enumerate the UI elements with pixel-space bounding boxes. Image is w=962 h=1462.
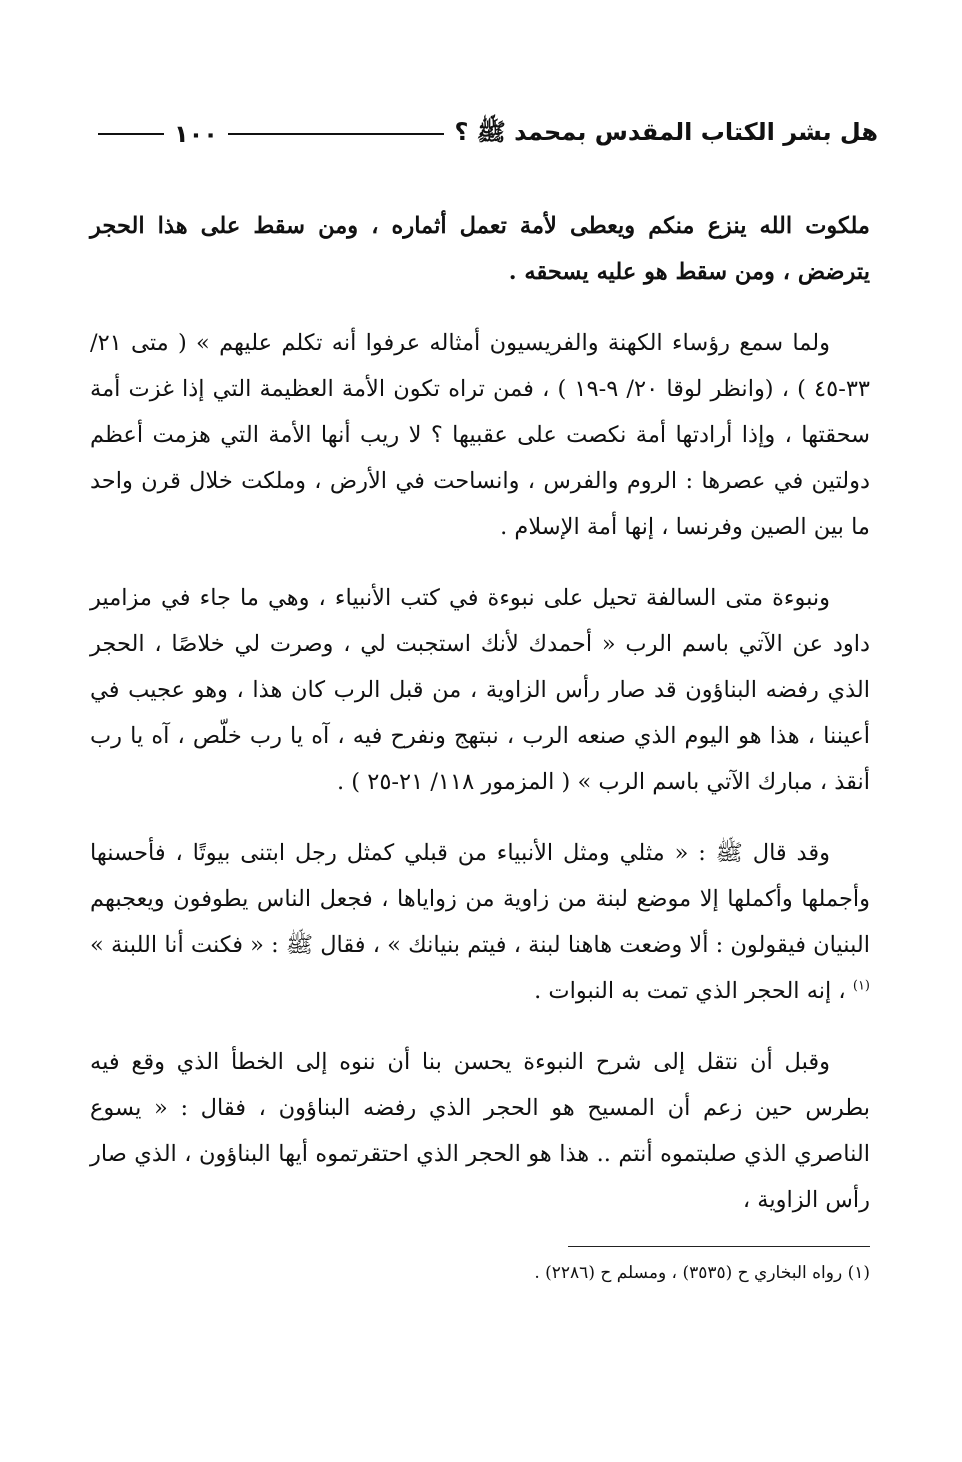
main-text [90,203,870,1248]
paragraph-5: وقبل أن نتقل إلى شرح النبوءة يحسن بنا أن ننوه إلى الخطأ الذي وقع فيه بطرس حين زعم أن المسيح هو الحجر الذي رفضه البناؤون ، فقال : « يسوع الناصري الذي صلبتموه أنتم .. هذا هو الحجر الذي احتقرتموه أيها البناؤون ، الذي صار رأس الزاوية ، [90,1049,870,1213]
header-rule [228,133,445,135]
footnote-reference[interactable]: (١) [852,978,870,994]
paragraph-1: ملكوت الله ينزع منكم ويعطى لأمة تعمل أثماره ، ومن سقط على هذا الحجر يترضض ، ومن سقط هو عليه يسحقه . [90,213,870,285]
running-header [88,112,878,156]
page-number: ١٠٠ [174,120,218,148]
paragraph-4-text: وقد قال ﷺ : « مثلي ومثل الأنبياء من قبلي كمثل رجل ابتنى بيوتًا ، فأحسنها وأجملها وأكملها إلا موضع لبنة من زاوية من زواياها ، فجعل الناس يطوفون ويعجبهم البنيان فيقولون : ألا وضعت هاهنا لبنة ، فيتم بنيانك » ، فقال ﷺ : « فكنت أنا اللبنة » [90,840,870,958]
paragraph-4 [90,830,870,1014]
header-rule-short [98,133,164,135]
paragraph-3: ونبوءة متى السالفة تحيل على نبوءة في كتب الأنبياء ، وهي ما جاء في مزامير داود عن الآتي باسم الرب « أحمدك لأنك استجبت لي ، وصرت لي خلاصًا ، الحجر الذي رفضه البناؤون قد صار رأس الزاوية ، من قبل الرب كان هذا ، وهو عجيب في أعيننا ، هذا هو اليوم الذي صنعه الرب ، نبتهج ونفرح فيه ، آه يا رب خلّص ، آه يا رب أنقذ ، مبارك الآتي باسم الرب » ( المزمور ١١٨/ ٢١-٢٥ ) . [90,585,870,795]
footnote-divider [568,1246,870,1247]
paragraph-4-text-after: ، إنه الحجر الذي تمت به النبوات . [534,978,846,1004]
paragraph-2: ولما سمع رؤساء الكهنة والفريسيون أمثاله عرفوا أنه تكلم عليهم » ( متى ٢١/ ٣٣-٤٥ ) ، (وانظر لوقا ٢٠/ ٩-١٩ ) ، فمن تراه تكون الأمة العظيمة التي إذا غزت أمة سحقتها ، وإذا أرادتها أمة نكصت على عقبيها ؟ لا ريب أنها الأمة التي هزمت أعظم دولتين في عصرها : الروم والفرس ، وانساحت في الأرض ، وملكت خلال قرن واحد ما بين الصين وفرنسا ، إنها أمة الإسلام . [90,330,870,540]
running-title: هل بشر الكتاب المقدس بمحمد ﷺ ؟ [454,117,878,146]
footnote: (١) رواه البخاري ح (٣٥٣٥) ، ومسلم ح (٢٢٨٦) . [534,1263,870,1283]
